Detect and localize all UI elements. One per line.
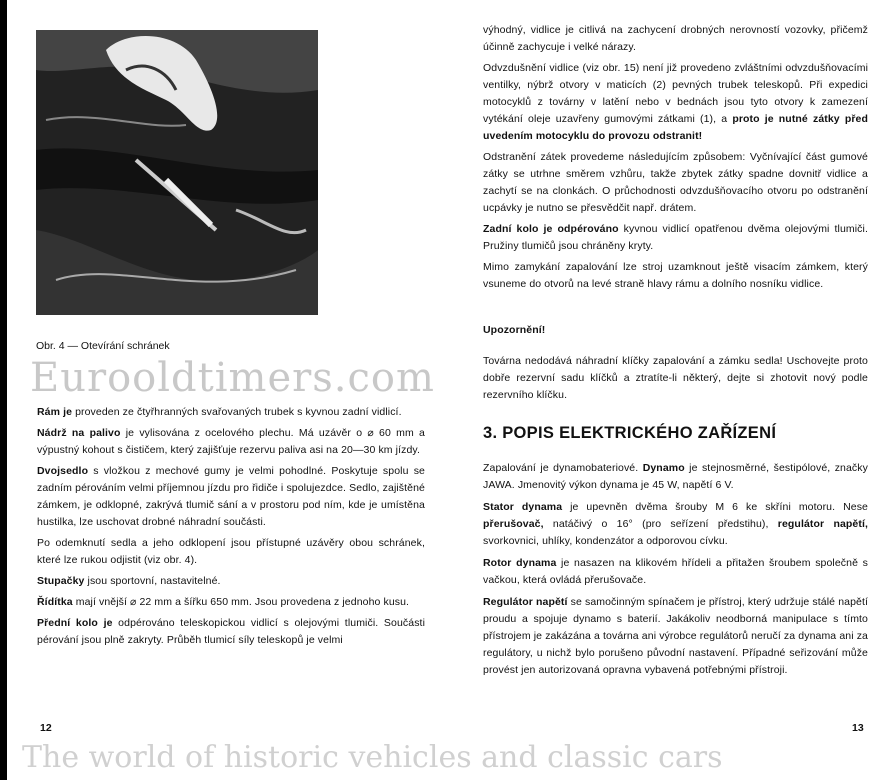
text-run: výhodný, vidlice je citlivá na zachycení drobných nerovností vozovky, přičemž účinně zachycuje i velké nárazy.: [483, 24, 868, 53]
text-run: odpérováno teleskopickou vidlicí s olejovými tlumiči. Součásti pérování jsou plně zakryty. Průběh tlumicí síly teleskopů je velmi: [37, 617, 426, 646]
text-run: jsou sportovní, nastavitelné.: [84, 575, 221, 587]
warning-text: Továrna nedodává náhradní klíčky zapalování a zámku sedla! Uschovejte proto dobře rezervní sadu klíčků a ztratíte-li některý, dejte si zhotovit nový podle rezervního klíčku.: [483, 355, 868, 401]
figure-photo: [36, 30, 318, 315]
text-run: Zapalování je dynamobateriové.: [483, 462, 643, 474]
paragraph: [483, 149, 868, 217]
paragraph: [483, 22, 868, 56]
bold-term: Rotor dynama: [483, 557, 557, 569]
bold-term: Nádrž na palivo: [37, 427, 121, 439]
paragraph: [483, 221, 868, 255]
paragraph: [37, 615, 425, 649]
bold-term: Stator dynama: [483, 501, 563, 513]
warning-block: [483, 322, 868, 404]
bold-term: Rám je: [37, 406, 73, 418]
right-page-text-top: [483, 22, 868, 297]
text-run: s vložkou z mechové gumy je velmi pohodlné. Poskytuje spolu se zadním pérováním velmi příjemnou jízdu pro řidiče i spolujezdce. Sedlo, zajištěné zámkem, je odklopné, zakrývá tlumič sání a v prostoru pod ním, kde je umístěna hustilka, lze uschovat drobné náhradní součásti.: [37, 465, 425, 528]
motorcycle-seat-photo: [36, 30, 318, 315]
paragraph: [483, 594, 868, 679]
paragraph: [37, 404, 425, 421]
paragraph: [483, 60, 868, 145]
bold-term: proto je nutné zátky před uvedením motocyklu do provozu odstranit!: [483, 113, 868, 142]
bold-term: Dvojsedlo: [37, 465, 89, 477]
text-run: je stejnosměrné, šestipólové, značky JAWA. Jmenovitý výkon dynama je 45 W, napětí 6 V.: [483, 462, 868, 491]
text-run: Odvzdušnění vidlice (viz obr. 15) není již provedeno zvláštními odvzdušňovacími ventilky, nýbrž otvory v maticích (2) pevných trubek teleskopů. Při expedici motocyklů z továrny v latění nebo v bednách jsou tyto otvory k zamezení vytékání oleje uzavřeny gumovými zátkami (1), a: [483, 62, 868, 125]
text-run: kyvnou vidlicí opatřenou dvěma olejovými tlumiči. Pružiny tlumičů jsou chráněny kryty.: [483, 223, 868, 252]
warning-title: Upozornění!: [483, 324, 546, 336]
page-number-right: 13: [852, 722, 864, 734]
scan-edge: [0, 0, 7, 780]
bold-term: Řídítka: [37, 596, 73, 608]
right-page-text-bottom: [483, 460, 868, 684]
text-run: je vylisována z ocelového plechu. Má uzávěr o ⌀ 60 mm a výpustný kohout s čističem, který zajišťuje rezervu paliva asi na 20—30 km jízdy.: [37, 427, 425, 456]
watermark-logo: Eurooldtimers.com: [30, 355, 435, 401]
paragraph: [483, 460, 868, 494]
bold-term: Regulátor napětí: [483, 596, 568, 608]
paragraph: [37, 573, 425, 590]
bold-term: Stupačky: [37, 575, 85, 587]
text-run: natáčivý o 16° (pro seřízení předstihu),: [543, 518, 778, 530]
watermark-tagline: The world of historic vehicles and classic cars: [22, 740, 723, 775]
page-number-left: 12: [40, 722, 52, 734]
bold-term: Dynamo: [642, 462, 685, 474]
bold-term: Přední kolo je: [37, 617, 113, 629]
paragraph: [483, 499, 868, 550]
text-run: svorkovnici, uhlíky, kondenzátor a odporovou cívku.: [483, 535, 728, 547]
paragraph: [37, 594, 425, 611]
text-run: Odstranění zátek provedeme následujícím způsobem: Vyčnívající část gumové zátky se utrhne směrem vzhůru, takže zbytek zátky spadne dovnitř vidlice a zachytí se na clonkách. O průchodnosti odvzdušňovacího otvoru po odstranění ucpávky je nutno se přesvědčit např. drátem.: [483, 151, 868, 214]
bold-term: regulátor napětí,: [777, 518, 868, 530]
left-page-text: [37, 404, 425, 653]
section-heading: 3. POPIS ELEKTRICKÉHO ZAŘÍZENÍ: [483, 424, 777, 442]
text-run: je nasazen na klikovém hřídeli a přitažen šroubem společně s vačkou, která ovládá přerušovače.: [483, 557, 869, 586]
paragraph: [483, 259, 868, 293]
paragraph: [37, 425, 425, 459]
bold-term: přerušovač,: [483, 518, 544, 530]
bold-term: Zadní kolo je odpérováno: [483, 223, 619, 235]
paragraph: [483, 555, 868, 589]
text-run: Mimo zamykání zapalování lze stroj uzamknout ještě visacím zámkem, který vsuneme do otvorů na levé straně hlavy rámu a dolního nosníku vidlice.: [483, 261, 868, 290]
text-run: je upevněn dvěma šrouby M 6 ke skříni motoru. Nese: [562, 501, 868, 513]
text-run: se samočinným spínačem je přístroj, který udržuje stálé napětí proudu a spojuje dynamo s baterií. Jakákoliv neodborná manipulace s tímto přístrojem je zakázána a továrna ani výrobce regulátorů neručí za dynama ani za regulátory, u nichž bylo porušeno původní nastavení. Případné seřizování může provést jen autorizovaná opravna vybavená potřebnými přístroji.: [483, 596, 868, 676]
figure-caption: Obr. 4 — Otevírání schránek: [36, 340, 170, 352]
text-run: mají vnější ⌀ 22 mm a šířku 650 mm. Jsou provedena z jednoho kusu.: [72, 596, 410, 608]
text-run: Po odemknutí sedla a jeho odklopení jsou přístupné uzávěry obou schránek, které lze rukou odjistit (viz obr. 4).: [37, 537, 425, 566]
text-run: proveden ze čtyřhranných svařovaných trubek s kyvnou zadní vidlicí.: [72, 406, 402, 418]
paragraph: [37, 535, 425, 569]
paragraph: [37, 463, 425, 531]
